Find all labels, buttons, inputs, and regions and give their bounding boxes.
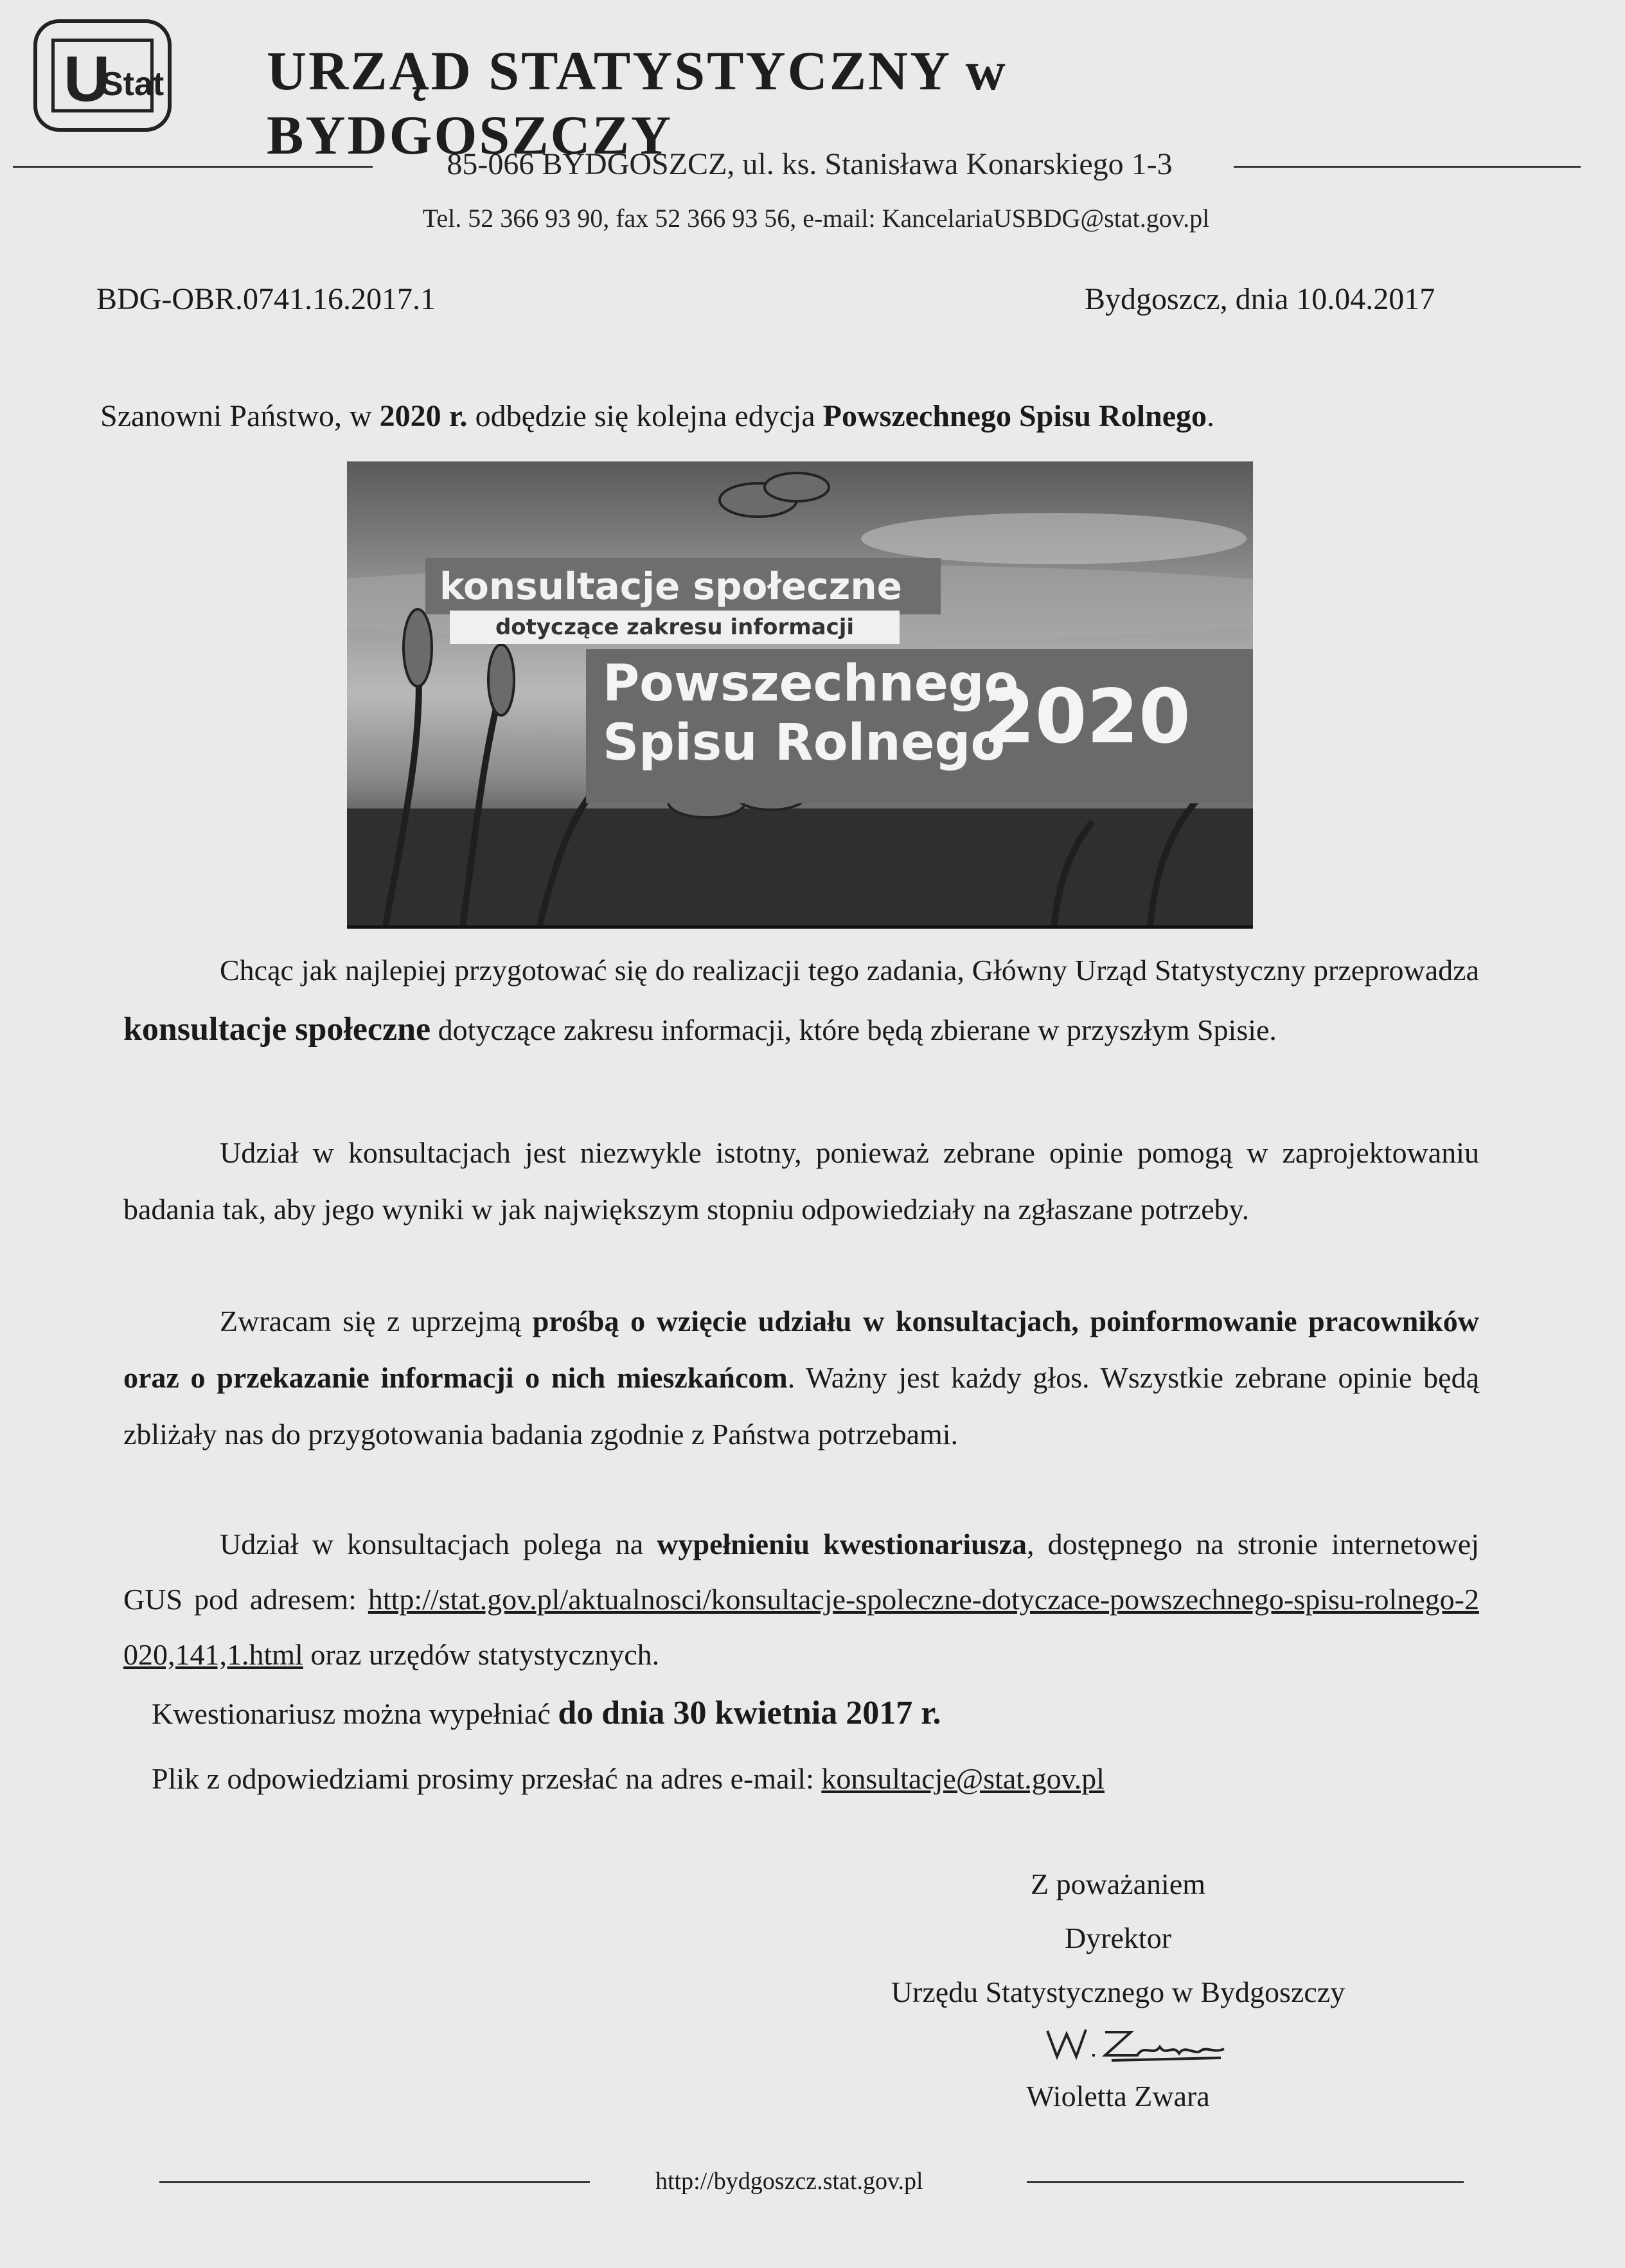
contact-line: Tel. 52 366 93 90, fax 52 366 93 56, e-mail: KancelariaUSBDG@stat.gov.pl: [422, 204, 1210, 233]
p4-text-b: , dostępnego na stronie internetowej GUS pod adresem:: [123, 1528, 1479, 1616]
footer-rule-left: [159, 2181, 590, 2183]
reference-number: BDG-OBR.0741.16.2017.1: [96, 282, 436, 316]
paragraph-6: [152, 1749, 1507, 1808]
p5-bold: do dnia 30 kwietnia 2017 r.: [558, 1695, 941, 1731]
p1-text-b: dotyczące zakresu informacji, które będą zbierane w przyszłym Spisie.: [431, 1013, 1277, 1046]
greeting-prefix: Szanowni Państwo, w: [100, 399, 380, 433]
greeting-mid: odbędzie się kolejna edycja: [467, 399, 823, 433]
banner-year: 2020: [983, 674, 1191, 760]
banner-title-line-2: Spisu Rolnego: [603, 714, 1006, 772]
p1-text-a: Chcąc jak najlepiej przygotować się do realizacji tego zadania, Główny Urząd Statystyczny przeprowadza: [220, 954, 1479, 987]
reply-email-link[interactable]: konsultacje@stat.gov.pl: [821, 1762, 1105, 1795]
office-name: URZĄD STATYSTYCZNY w BYDGOSZCZY: [267, 40, 1008, 166]
p1-bold: konsultacje społeczne: [123, 1011, 431, 1048]
banner-census-title: [603, 654, 1018, 772]
p5-text-a: Kwestionariusz można wypełniać: [152, 1697, 558, 1730]
p6-text-a: Plik z odpowiedziami prosimy przesłać na adres e-mail:: [152, 1762, 822, 1795]
banner-consultations-label: konsultacje społeczne: [425, 558, 941, 614]
greeting-census: Powszechnego Spisu Rolnego: [822, 399, 1207, 433]
closing-block: [861, 1857, 1375, 2019]
address-rule-right: [1234, 166, 1581, 168]
paragraph-1: [123, 941, 1479, 1060]
p4-text-c: oraz urzędów statystycznych.: [303, 1638, 660, 1671]
p3-text-b: . Ważny jest każdy głos. Wszystkie zebrane opinie będą zbliżały nas do przygotowania badania zgodnie z Państwa potrzebami.: [123, 1361, 1479, 1451]
footer-website[interactable]: http://bydgoszcz.stat.gov.pl: [655, 2168, 923, 2195]
greeting-year: 2020 r.: [379, 399, 468, 433]
paragraph-5: [152, 1684, 1507, 1744]
p3-bold: prośbą o wzięcie udziału w konsultacjach, poinformowanie pracowników oraz o przekazanie informacji o nich mieszkańcom: [123, 1305, 1479, 1394]
paragraph-2: [123, 1125, 1479, 1238]
questionnaire-link[interactable]: http://stat.gov.pl/aktualnosci/konsultacje-spoleczne-dotyczace-powszechnego-spisu-rolnego-2020,141,1.html: [123, 1583, 1479, 1671]
closing-organization: Urzędu Statystycznego w Bydgoszczy: [891, 1976, 1345, 2008]
signatory-block: [861, 2069, 1375, 2123]
paragraph-4: [123, 1517, 1479, 1683]
p3-text-a: Zwracam się z uprzejmą: [220, 1305, 533, 1337]
letter-date: Bydgoszcz, dnia 10.04.2017: [1085, 282, 1435, 316]
handwritten-signature: [1041, 2018, 1234, 2069]
p2-text: Udział w konsultacjach jest niezwykle istotny, ponieważ zebrane opinie pomogą w zaprojektowaniu badania tak, aby jego wyniki w jak największym stopniu odpowiedziały na zgłaszane potrzeby.: [123, 1136, 1479, 1226]
signatory-name: Wioletta Zwara: [1026, 2080, 1210, 2112]
address-row: [13, 147, 1581, 192]
closing-regards: Z poważaniem: [1030, 1868, 1206, 1900]
paragraph-3: [123, 1293, 1479, 1463]
ustat-logo: [33, 19, 172, 132]
logo-inner-frame: [51, 39, 164, 115]
closing-title: Dyrektor: [1064, 1922, 1172, 1954]
p4-bold: wypełnieniu kwestionariusza: [657, 1528, 1027, 1560]
census-banner-image: [347, 461, 1253, 929]
footer-rule-right: [1027, 2181, 1464, 2183]
greeting-end: .: [1207, 399, 1215, 433]
banner-scope-label: dotyczące zakresu informacji: [450, 611, 900, 644]
logo-letter-u: U: [64, 43, 111, 115]
logo-word-stat: Stat: [101, 66, 164, 103]
p4-text-a: Udział w konsultacjach polega na: [220, 1528, 657, 1560]
banner-title-line-1: Powszechnego: [603, 655, 1019, 713]
office-address: 85-066 BYDGOSZCZ, ul. ks. Stanisława Konarskiego 1-3: [447, 147, 1173, 181]
greeting-line: [100, 398, 1214, 434]
address-rule-left: [13, 166, 373, 168]
